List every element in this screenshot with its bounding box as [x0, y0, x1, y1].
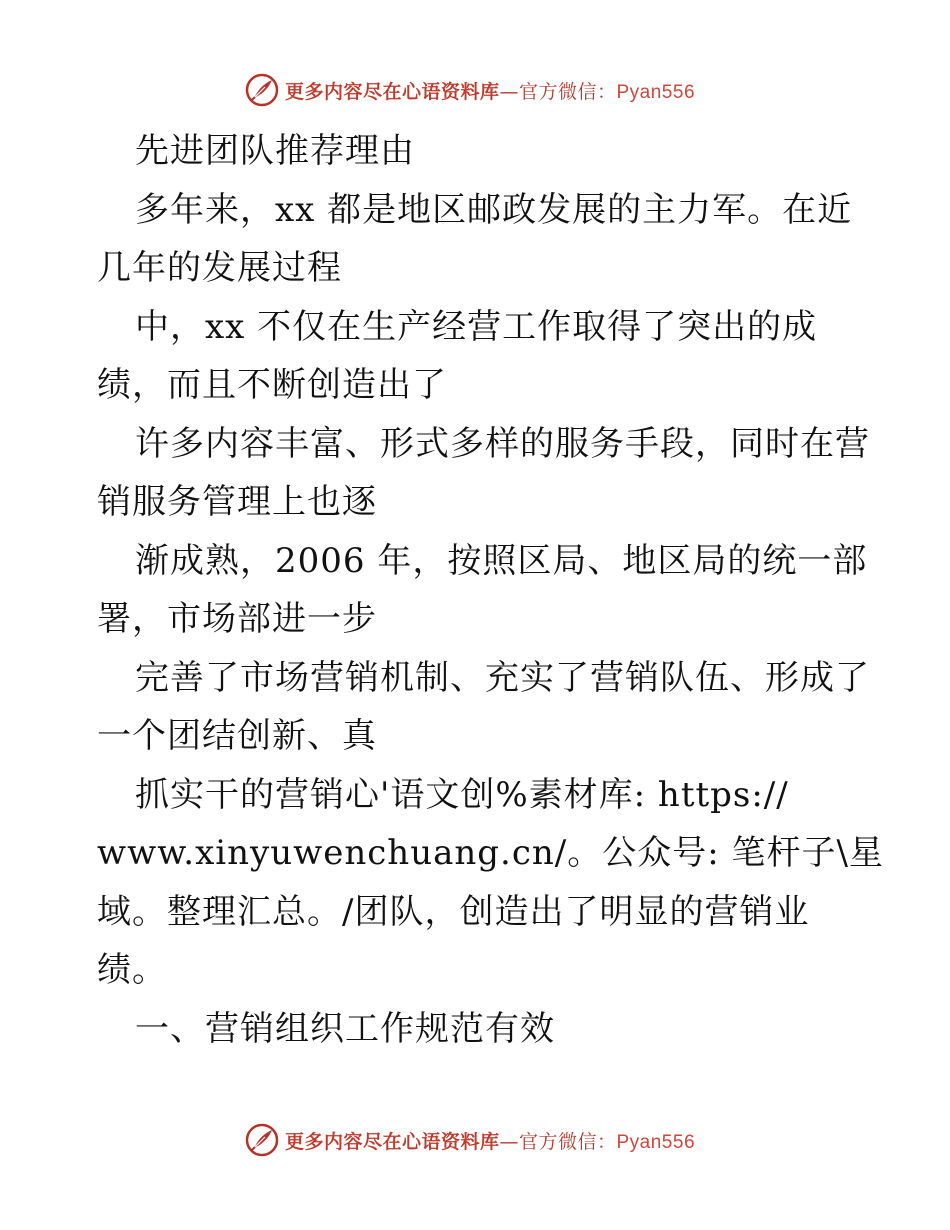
banner-site-text: 更多内容尽在心语资料库 — [284, 80, 500, 103]
section-heading: 一、营销组织工作规范有效 — [135, 1008, 555, 1049]
document-body — [97, 122, 884, 1058]
header-banner — [0, 70, 950, 110]
paragraph-line: 一个团结创新、真 — [97, 716, 377, 756]
paragraph-line: 完善了市场营销机制、充实了营销队伍、形成了 — [135, 657, 870, 698]
banner-site-text: 更多内容尽在心语资料库 — [284, 1130, 500, 1153]
paragraph-line: 域。整理汇总。/团队，创造出了明显的营销业 — [97, 891, 810, 932]
document-title: 先进团队推荐理由 — [135, 131, 415, 171]
paragraph-line: 许多内容丰富、形式多样的服务手段，同时在营 — [135, 423, 870, 464]
feather-pen-logo-icon — [245, 73, 279, 107]
paragraph-line: 署，市场部进一步 — [97, 599, 377, 639]
banner-separator: — — [499, 1130, 519, 1153]
paragraph-line: 多年来，xx 都是地区邮政发展的主力军。在近 — [135, 189, 853, 230]
banner-wechat-label: 官方微信： — [518, 80, 617, 103]
banner-wechat-id: Pyan556 — [616, 1131, 696, 1153]
paragraph-line: 绩。 — [97, 950, 167, 990]
banner-wechat-label: 官方微信： — [518, 1130, 617, 1153]
paragraph-line: 绩，而且不断创造出了 — [97, 365, 447, 405]
paragraph-line: 渐成熟，2006 年，按照区局、地区局的统一部 — [135, 540, 868, 581]
banner-content — [245, 1123, 695, 1157]
paragraph-line: 销服务管理上也逐 — [97, 482, 377, 522]
paragraph-line: 抓实干的营销心'语文创%素材库: https:// — [135, 774, 789, 815]
banner-wechat-id: Pyan556 — [616, 81, 696, 103]
banner-text — [285, 1127, 695, 1154]
banner-text — [285, 77, 695, 104]
banner-separator: — — [499, 80, 519, 103]
paragraph-line: www.xinyuwenchuang.cn/。公众号: 笔杆子\星 — [97, 833, 884, 873]
paragraph-line: 几年的发展过程 — [97, 248, 342, 288]
footer-banner — [0, 1120, 950, 1160]
feather-pen-logo-icon — [245, 1123, 279, 1157]
paragraph-line: 中，xx 不仅在生产经营工作取得了突出的成 — [135, 306, 818, 347]
banner-content — [245, 73, 695, 107]
